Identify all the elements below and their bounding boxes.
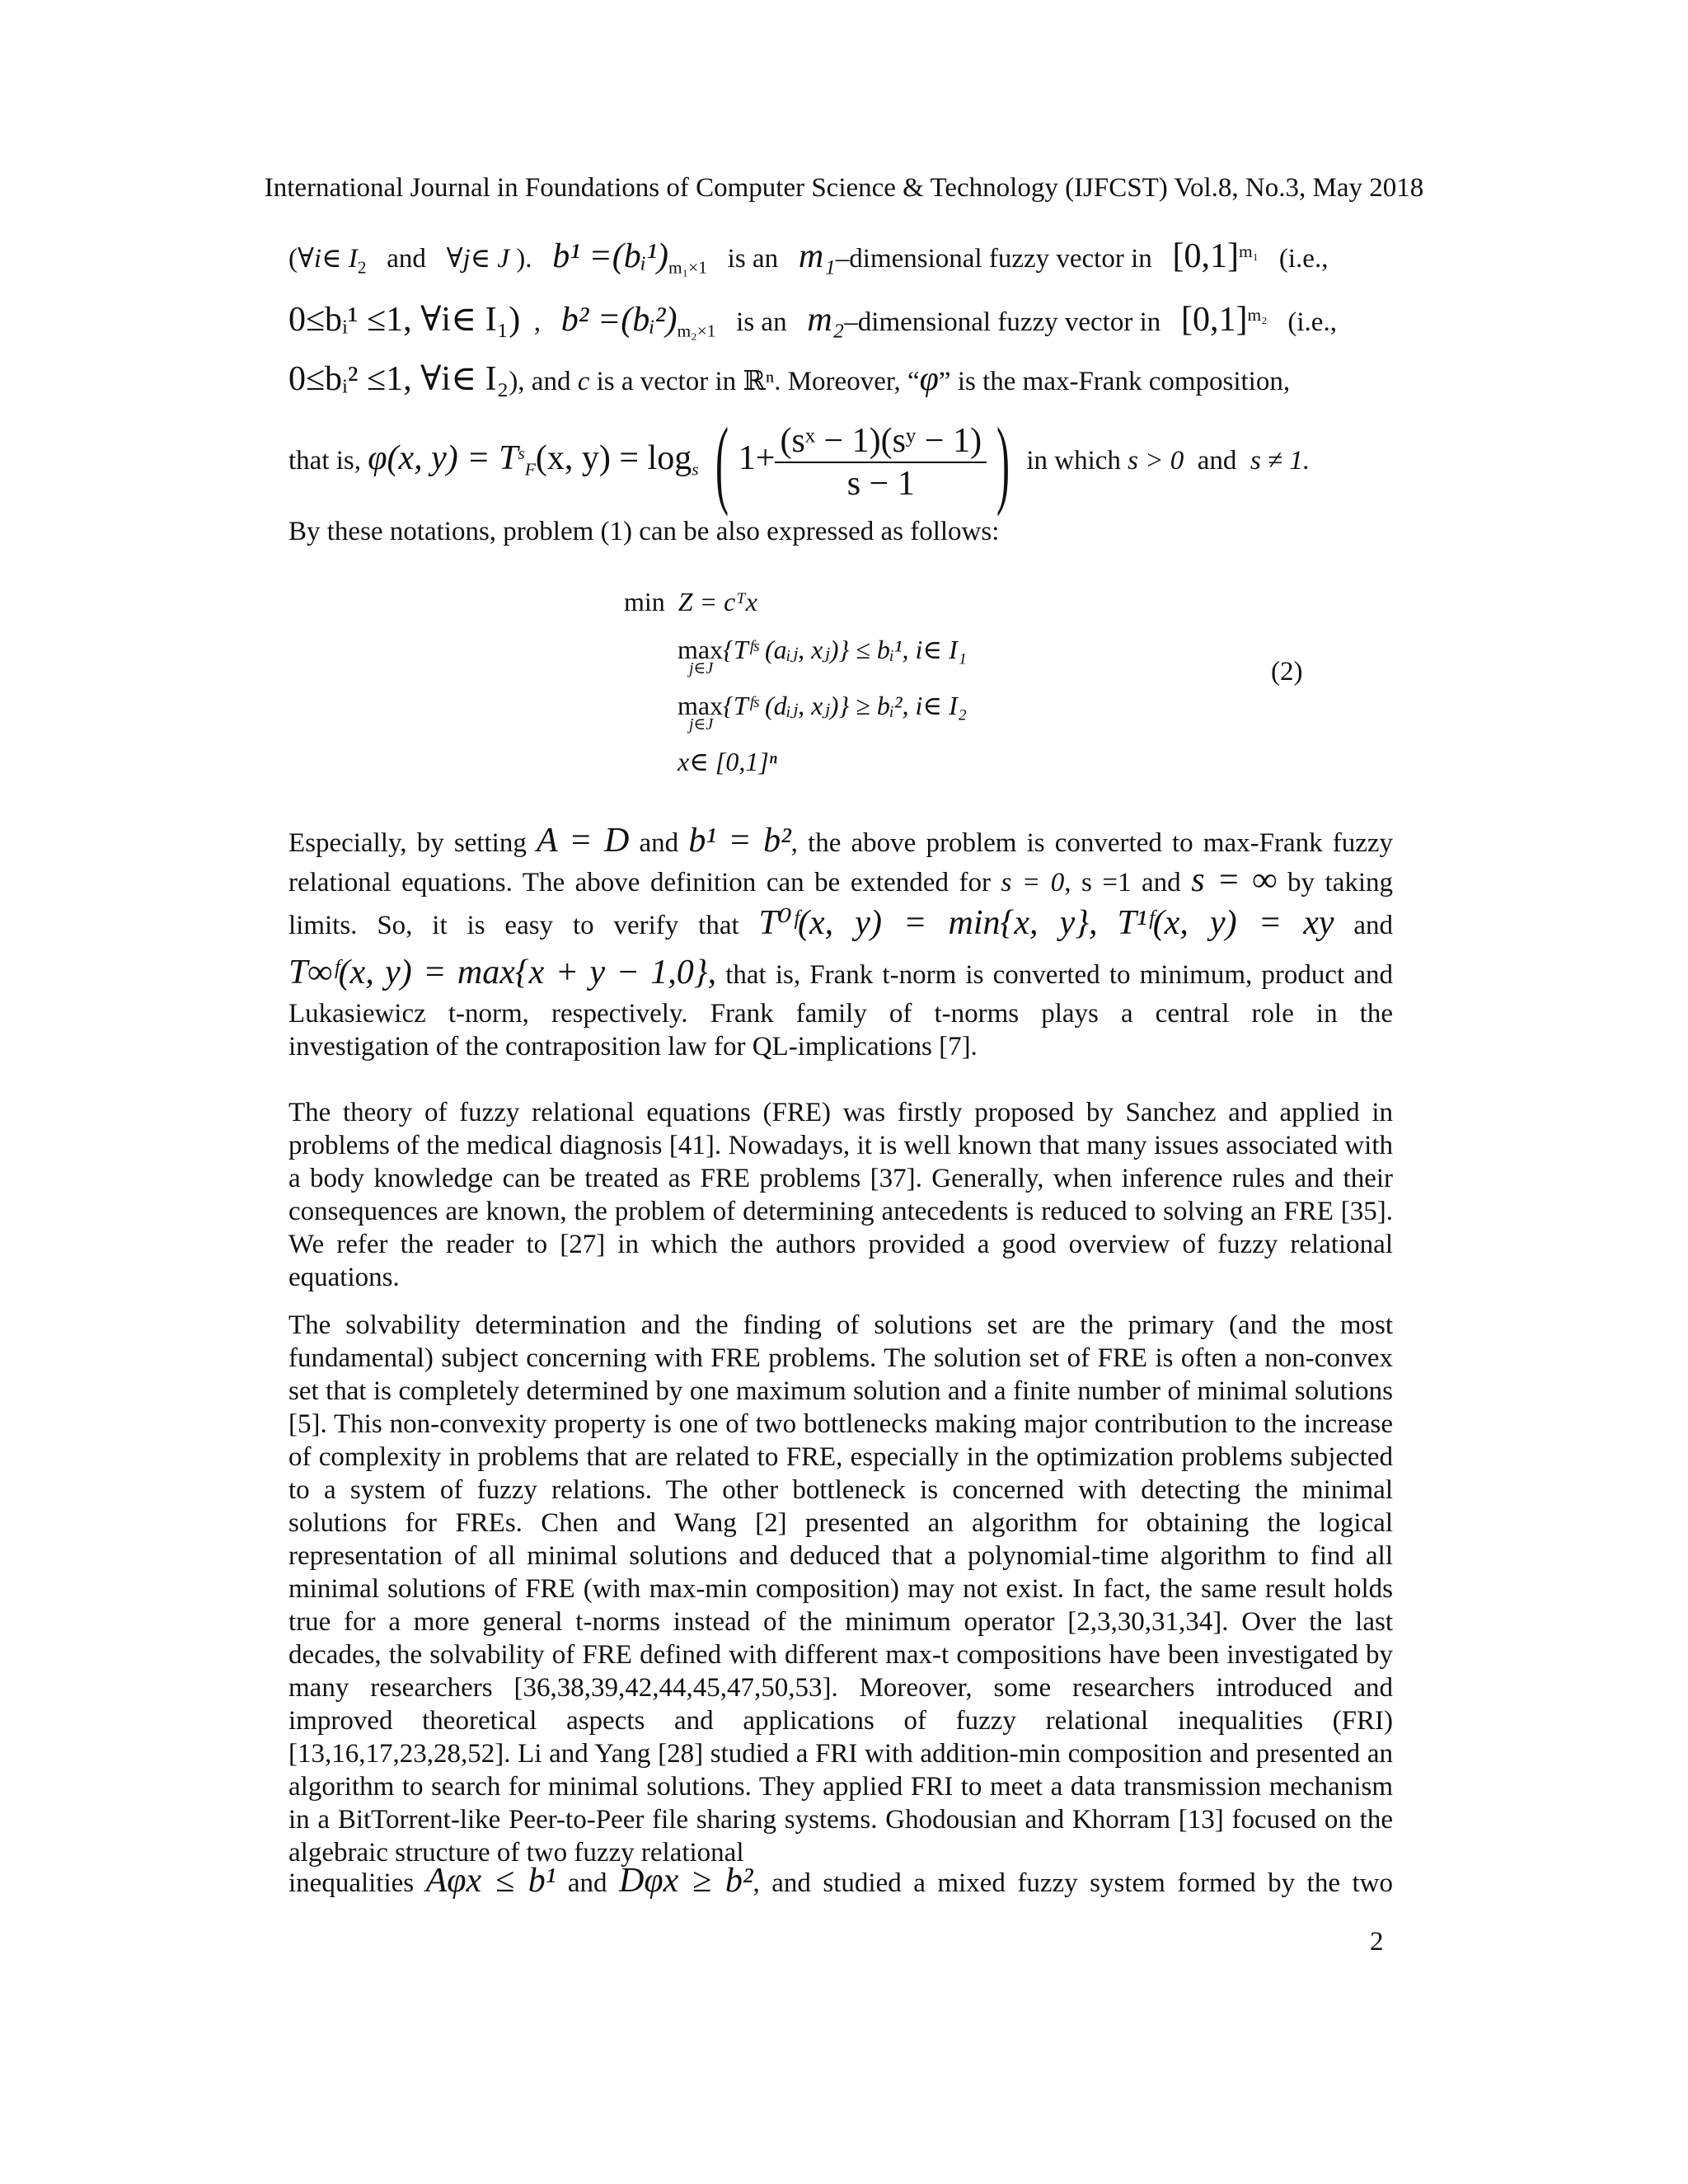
- text-fragment: by taking: [1287, 868, 1394, 898]
- fraction-denominator: s − 1: [846, 465, 915, 504]
- text-fragment: and: [1197, 446, 1237, 476]
- text-fragment: ), and: [509, 367, 571, 396]
- text-fragment: . Moreover, “: [774, 367, 920, 396]
- running-header: International Journal in Foundations of Computer Science & Technology (IJFCST) Vol.8, No.3, May 2018: [264, 173, 1424, 203]
- text-fragment: is an: [736, 307, 787, 337]
- text-fragment: that is, Frank t-norm is converted to minimum, product and: [725, 960, 1394, 990]
- math-max: max: [678, 635, 724, 664]
- math-frank-tinf: T∞ᶠ(x, y) = max{x + y − 1,0},: [288, 954, 717, 991]
- math-phi-lhs: φ(x, y) = T: [368, 439, 518, 477]
- math-a-equals-d: A = D: [537, 822, 630, 860]
- math-subscript: m₁×1: [668, 257, 707, 278]
- math-b2-bound: 0≤bᵢ² ≤1, ∀i∈ I₂: [288, 360, 509, 398]
- math-one-plus: 1+: [738, 439, 776, 477]
- math-m2: m₂: [807, 301, 845, 339]
- text-fragment: –dimensional fuzzy vector in: [835, 244, 1152, 274]
- text-fragment: that is,: [288, 446, 361, 476]
- math-b2-definition: b² =(bᵢ²): [560, 301, 678, 339]
- math-phi: φ: [919, 360, 939, 398]
- text-fragment: , and studied a mixed fuzzy system formed by the two: [753, 1868, 1393, 1898]
- text-fragment: (i.e.,: [1287, 307, 1337, 337]
- last-line: [288, 1864, 1393, 1900]
- math-constraint-index: , i∈ I₂: [902, 691, 967, 720]
- math-frank-t0: T⁰ᶠ(x, y) = min{x, y},: [758, 904, 1098, 942]
- right-paren: ): [996, 407, 1010, 518]
- paragraph-solvability: The solvability determination and the finding of solutions set are the primary (and the most fundamental) subject concerning with FRE problems. The solution set of FRE is often a non-convex set that is completely determined by one maximum solution and a finite number of minimal solutions [5]. This non-convexity property is one of two bottlenecks making major contribution to the increase of complexity in problems that are related to FRE, especially in the optimization problems subjected to a system of fuzzy relations. The other bottleneck is concerned with detecting the minimal solutions for FREs. Chen and Wang [2] presented an algorithm for obtaining the logical representation of all minimal solutions and deduced that a polynomial-time algorithm to find all minimal solutions of FRE (with max-min composition) may not exist. In fact, the same result holds true for a more general t-norms instead of the minimum operator [2,3,30,31,34]. Over the last decades, the solvability of FRE defined with different max-t compositions have been investigated by many researchers [36,38,39,42,44,45,47,50,53]. Moreover, some researchers introduced and improved theoretical aspects and applications of fuzzy relational inequalities (FRI)[13,16,17,23,28,52]. Li and Yang [28] studied a FRI with addition-min composition and presented an algorithm to search for minimal solutions. They applied FRI to meet a data transmission mechanism in a BitTorrent-like Peer-to-Peer file sharing systems. Ghodousian and Khorram [13] focused on the algebraic structure of two fuzzy relational: [288, 1310, 1393, 1868]
- text-fragment: is an: [727, 244, 779, 274]
- text-fragment: and: [639, 828, 679, 858]
- equation-label: (2): [1271, 657, 1303, 687]
- math-interval: [0,1]: [1181, 301, 1248, 339]
- math-c: c: [577, 367, 590, 396]
- text-fragment: relational equations. The above definition can be extended for: [288, 868, 991, 898]
- math-subscript: s: [692, 459, 699, 480]
- text-fragment: ).: [516, 244, 532, 274]
- math-interval: [0,1]: [1172, 237, 1239, 275]
- text-fragment: and: [567, 1868, 607, 1898]
- text-fragment: Especially, by setting: [288, 828, 527, 858]
- special-line-6: investigation of the contraposition law for QL-implications [7].: [288, 1032, 978, 1062]
- notation-line-1: [288, 235, 1393, 284]
- special-line-5: Lukasiewicz t-norm, respectively. Frank family of t-norms plays a central role in the: [288, 999, 1393, 1029]
- math-subscript: F: [524, 459, 536, 480]
- math-i-in-I2: i∈ I: [313, 244, 358, 274]
- special-line-3: [288, 904, 1394, 942]
- math-subscript: 2: [357, 257, 367, 278]
- math-b1-equals-b2: b¹ = b²: [688, 822, 791, 860]
- text-fragment: , the above problem is converted to max-Frank fuzzy: [790, 828, 1394, 858]
- notation-line-3: [288, 360, 1393, 398]
- math-subscript: m₂×1: [677, 321, 716, 341]
- math-b1-definition: b¹ =(bᵢ¹): [552, 237, 668, 275]
- math-s-zero: s = 0: [1001, 868, 1065, 898]
- math-inequality-2: Dφx ≥ b²: [619, 1862, 753, 1900]
- math-superscript: s: [518, 443, 525, 463]
- objective: [624, 585, 757, 618]
- text-fragment: (i.e.,: [1278, 244, 1329, 274]
- math-min: min: [624, 587, 665, 616]
- math-log: (x, y) = log: [535, 439, 692, 477]
- fraction-numerator: (sˣ − 1)(sʸ − 1): [775, 420, 987, 463]
- text-fragment: limits. So, it is easy to verify that: [288, 911, 739, 940]
- text-fragment: ” is the max-Frank composition,: [938, 367, 1291, 396]
- notation-line-4: [288, 404, 1393, 518]
- text-fragment: is a vector in: [596, 367, 737, 396]
- text-fragment: (∀: [288, 244, 314, 274]
- text-fragment: and: [387, 244, 426, 274]
- math-max: max: [678, 691, 724, 720]
- constraint-1-subscript: j∈J: [689, 659, 714, 677]
- text-fragment: inequalities: [288, 1868, 415, 1898]
- math-constraint-index: , i∈ I₁: [902, 635, 967, 664]
- notation-line-2: 0≤bᵢ¹ ≤1, ∀i∈ I₁) , $b^2 =(bᵢ^2)_{m_2\times 1}$ is an m₂–dimensional fuzzy vector in $[0,1]^{m_2}$ (i.e.,: [288, 301, 1337, 341]
- math-m1: m₁: [798, 237, 836, 275]
- constraint-2: [678, 689, 967, 722]
- special-line-1: [288, 824, 1393, 860]
- left-paren: (: [715, 407, 729, 518]
- math-constraint-body: {Tᶠˢ (aᵢⱼ, xⱼ)} ≤ bᵢ¹: [723, 635, 903, 664]
- math-frank-t1: T¹ᶠ(x, y) = xy: [1117, 904, 1334, 942]
- math-condition: s ≠ 1.: [1250, 446, 1311, 476]
- math-superscript: m₁: [1238, 241, 1259, 261]
- paragraph-fre-theory: The theory of fuzzy relational equations (FRE) was firstly proposed by Sanchez and applied in problems of the medical diagnosis [41]. Nowadays, it is well known that many issues associated with a body knowledge can be treated as FRE problems [37]. Generally, when inference rules and their consequences are known, the problem of determining antecedents is reduced to solving an FRE [35]. We refer the reader to [27] in which the authors provided a good overview of fuzzy relational equations.: [288, 1098, 1393, 1292]
- special-line-4: [288, 956, 1393, 991]
- problem-intro: By these notations, problem (1) can be also expressed as follows:: [288, 517, 1000, 546]
- domain-constraint: x∈ [0,1]ⁿ: [678, 747, 777, 776]
- text-fragment: and: [1353, 911, 1394, 940]
- constraint-2-subscript: j∈J: [689, 715, 714, 733]
- math-fraction: [775, 420, 987, 504]
- math-superscript: m₂: [1247, 305, 1268, 325]
- special-line-2: [288, 861, 1394, 899]
- text-fragment: –dimensional fuzzy vector in: [844, 307, 1161, 337]
- math-forall-j: ∀j∈ J: [446, 244, 510, 274]
- page-number: 2: [1370, 1927, 1384, 1957]
- math-condition: s > 0: [1128, 446, 1184, 476]
- constraint-1: [678, 633, 967, 666]
- math-objective: Z = cᵀx: [678, 587, 757, 616]
- math-b1-bound: 0≤bᵢ¹ ≤1, ∀i∈ I₁): [288, 301, 521, 339]
- math-s-infinity: s = ∞: [1191, 861, 1278, 899]
- math-constraint-body: {Tᶠˢ (dᵢⱼ, xⱼ)} ≥ bᵢ²: [723, 691, 903, 720]
- math-real-space: ℝⁿ: [743, 367, 775, 396]
- math-inequality-1: Aφx ≤ b¹: [425, 1862, 556, 1900]
- text-fragment: , s =1 and: [1064, 868, 1181, 898]
- text-fragment: in which: [1026, 446, 1121, 476]
